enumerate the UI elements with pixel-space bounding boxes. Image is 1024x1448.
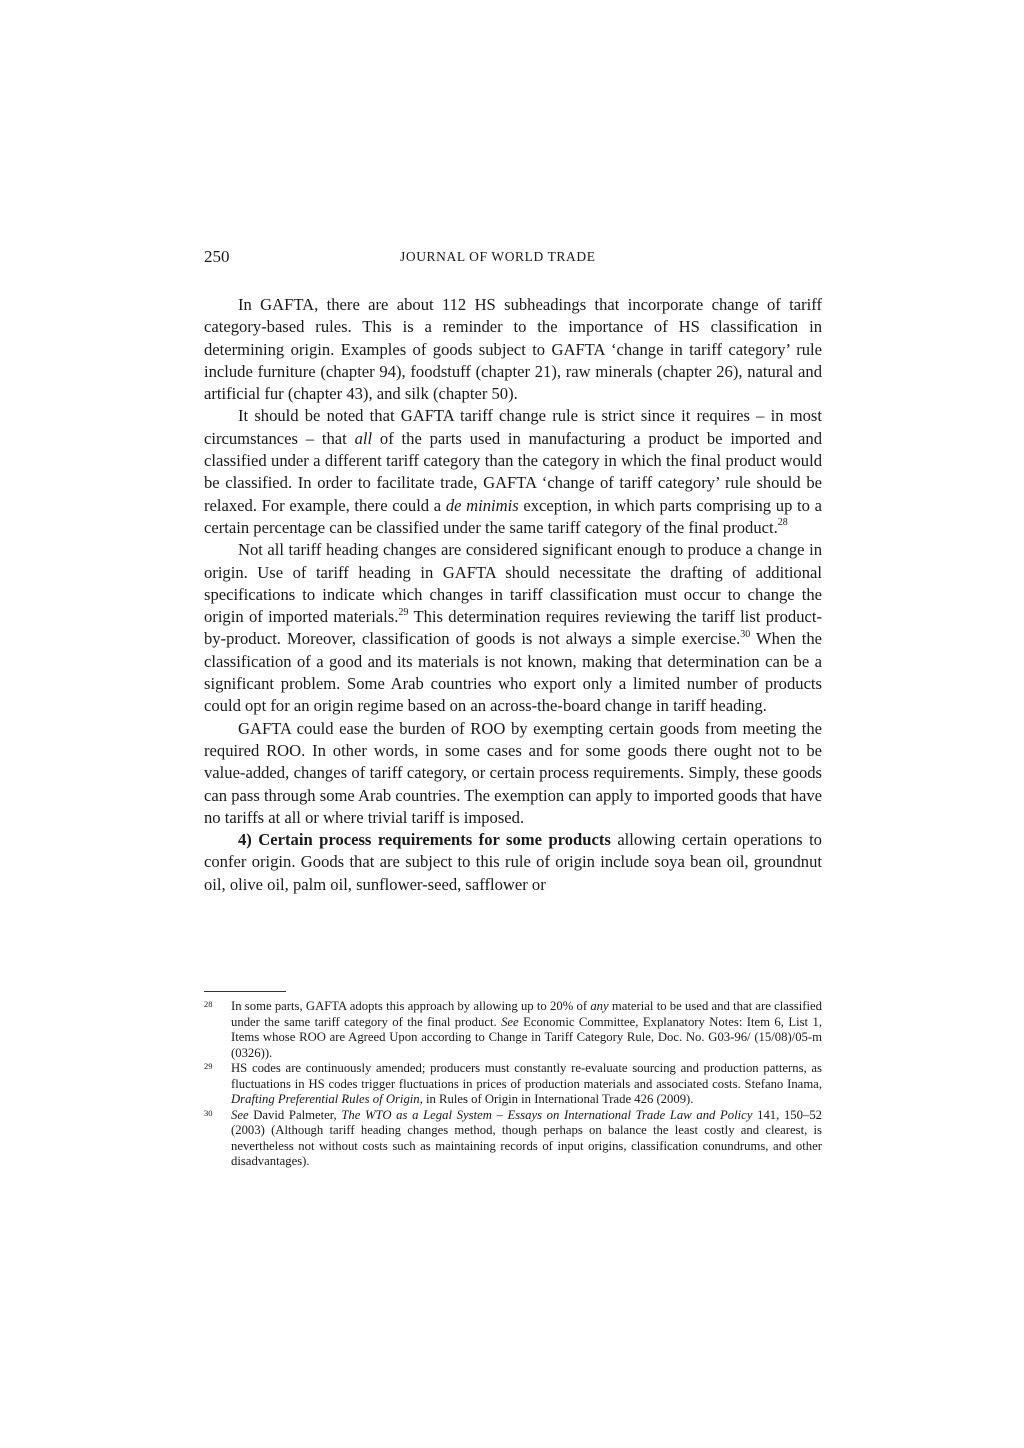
footnotes bbox=[204, 999, 822, 1170]
footnote-number: 30 bbox=[204, 1107, 213, 1118]
text-run: material to be used and that are classified under the same tariff category of the final product. bbox=[231, 999, 822, 1029]
text-run: HS codes are continuously amended; producers must constantly re-evaluate sourcing and production patterns, as fluctuations in HS codes trigger fluctuations in prices of production materials and associated costs. Stefano Inama, bbox=[231, 1061, 822, 1091]
text-run: exception, in which parts comprising up to a certain percentage can be classified under the same tariff category of the final product. bbox=[204, 495, 822, 537]
footnote-ref-29[interactable]: 29 bbox=[398, 606, 409, 618]
emphasis: any bbox=[590, 999, 609, 1013]
bold-lead: 4) Certain process requirements for some products bbox=[238, 830, 611, 850]
footnote-ref-30[interactable]: 30 bbox=[740, 628, 751, 640]
text-run: 141, 150–52 (2003) (Although tariff heading changes method, though perhaps on balance the least costly and clearest, is nevertheless not without costs such as maintaining records of input origins, classification conundrums, and other disadvantages). bbox=[231, 1107, 823, 1168]
footnote-29 bbox=[204, 1061, 822, 1108]
footnote-number: 29 bbox=[204, 1061, 213, 1071]
body-text bbox=[204, 294, 822, 896]
text-run: , in Rules of Origin in International Trade 426 (2009). bbox=[419, 1092, 694, 1106]
page-number: 250 bbox=[204, 247, 230, 266]
text-run: It should be noted that GAFTA tariff change rule is strict since it requires – in most circumstances – that bbox=[204, 406, 822, 448]
emphasis: See bbox=[501, 1014, 519, 1029]
text-run: Economic Committee, Explanatory Notes: Item 6, List 1, Items whose ROO are Agreed Upon according to Change in Tariff Category Rule, Doc. No. G03-96/ (15/08)/05-m (0326)). bbox=[231, 1014, 822, 1060]
text-run: When the classification of a good and its materials is not known, making that determination can be a significant problem. Some Arab countries who export only a limited number of products could opt for an origin regime based on an across-the-board change in tariff heading. bbox=[204, 629, 822, 716]
footnote-number: 28 bbox=[204, 999, 213, 1009]
emphasis: all bbox=[354, 428, 373, 448]
paragraph-5 bbox=[204, 829, 822, 896]
paragraph-2 bbox=[204, 405, 822, 539]
paragraph-4: GAFTA could ease the burden of ROO by exempting certain goods from meeting the required ROO. In other words, in some cases and for some goods there ought not to be value-added, changes of tariff category, or certain process requirements. Simply, these goods can pass through some Arab countries. The exemption can apply to imported goods that have no tariffs at all or where trivial tariff is imposed. bbox=[204, 718, 822, 827]
paragraph-3 bbox=[204, 539, 822, 717]
text-run: David Palmeter, bbox=[248, 1107, 342, 1122]
emphasis: de minimis bbox=[445, 495, 519, 515]
emphasis: See bbox=[231, 1107, 249, 1122]
footnote-divider bbox=[204, 991, 286, 992]
text-run: Not all tariff heading changes are considered significant enough to produce a change in origin. Use of tariff heading in GAFTA should necessitate the drafting of additional specifications to indicate which changes in tariff classification must occur to change the origin of imported materials. bbox=[204, 540, 822, 627]
text-run: This determination requires reviewing the tariff list product-by-product. Moreover, classification of goods is not always a simple exercise. bbox=[204, 607, 822, 649]
running-title: JOURNAL OF WORLD TRADE bbox=[400, 249, 596, 264]
footnote-ref-28[interactable]: 28 bbox=[777, 517, 788, 529]
text-run: allowing certain operations to confer origin. Goods that are subject to this rule of origin include soya bean oil, groundnut oil, olive oil, palm oil, sunflower-seed, safflower or bbox=[204, 830, 822, 894]
page-header bbox=[204, 247, 822, 269]
paragraph-1: In GAFTA, there are about 112 HS subheadings that incorporate change of tariff category-based rules. This is a reminder to the importance of HS classification in determining origin. Examples of goods subject to GAFTA ‘change in tariff category’ rule include furniture (chapter 94), foodstuff (chapter 21), raw minerals (chapter 26), natural and artificial fur (chapter 43), and silk (chapter 50). bbox=[204, 295, 822, 404]
footnote-30 bbox=[204, 1108, 822, 1170]
text-run: of the parts used in manufacturing a product be imported and classified under a different tariff category than the category in which the final product would be classified. In order to facilitate trade, GAFTA ‘change of tariff category’ rule should be relaxed. For example, there could a bbox=[204, 428, 822, 515]
footnote-28 bbox=[204, 999, 822, 1061]
emphasis: The WTO as a Legal System – Essays on International Trade Law and Policy bbox=[341, 1107, 753, 1122]
emphasis: Drafting Preferential Rules of Origin bbox=[231, 1092, 420, 1106]
text-run: In some parts, GAFTA adopts this approach by allowing up to 20% of bbox=[231, 999, 591, 1013]
